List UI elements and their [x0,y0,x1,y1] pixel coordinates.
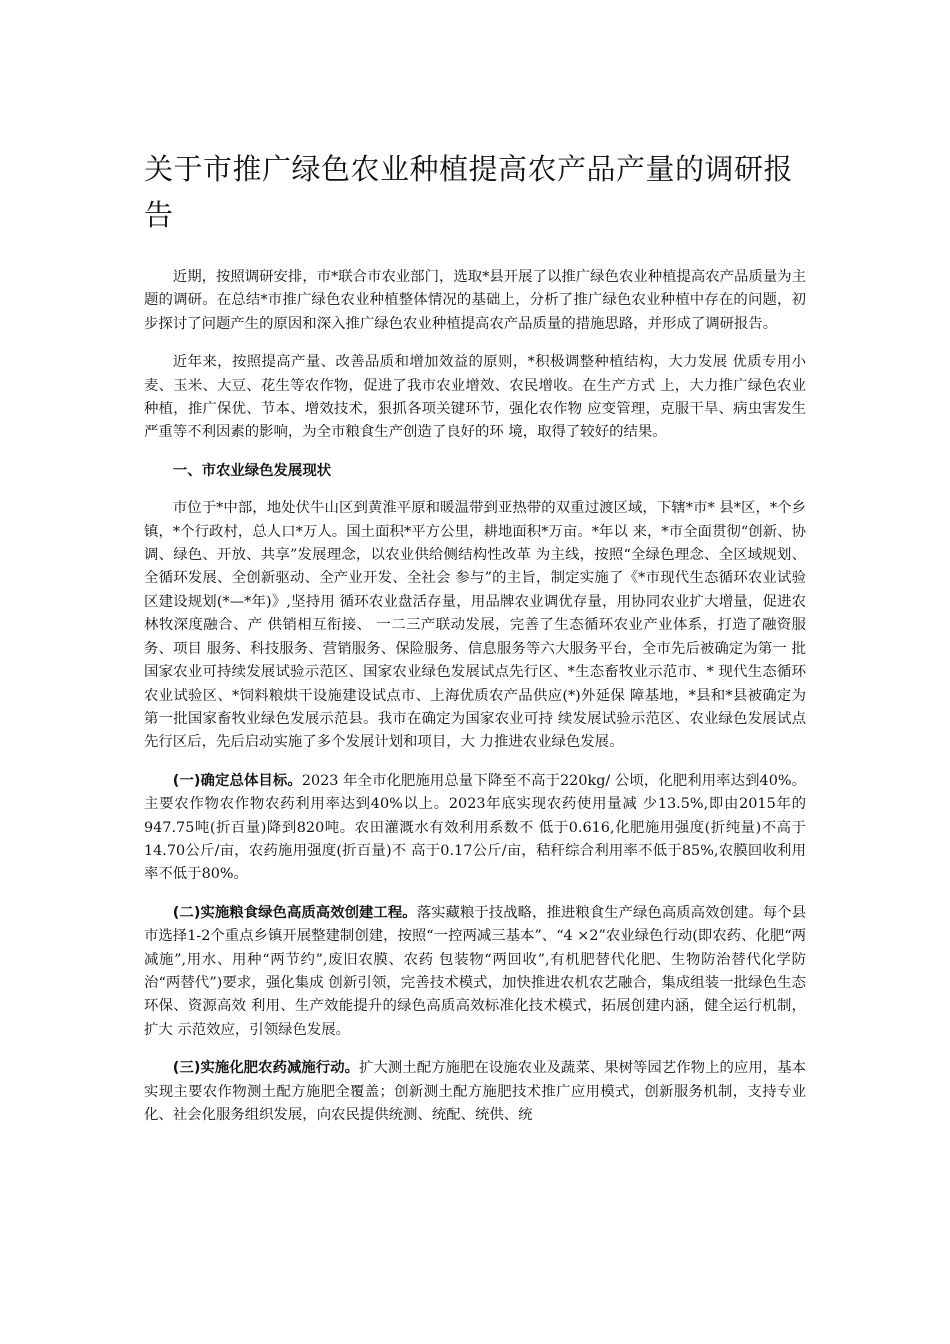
item-paragraph-fertilizer [144,1057,806,1127]
item-lead: (一)确定总体目标。 [172,772,302,789]
item-paragraph-goals [144,770,806,887]
section-heading: 一、市农业绿色发展现状 [172,462,332,479]
item-lead: (二)实施粮食绿色高质高效创建工程。 [172,904,417,921]
item-text: 落实藏粮于技战略，推进粮食生产绿色高质高效创建。每个县市选择1-2个重点乡镇开展整建制创建，按照“一控两减三基本”、“4 ×2”农业绿色行动(即农药、化肥“两减施”,用水、用种“两节约”,废旧农膜、农药 包装物“两回收”,有机肥替代化肥、生物防治替代化学防治“两替代”)要求，强化集成 创新引领，完善技术模式，加快推进农机农艺融合，集成组装一批绿色生态环保、资源高效 利用、生产效能提升的绿色高质高效标准化技术模式，拓展创建内涵，健全运行机制，扩大 示范效应，引领绿色发展。 [144,904,806,1038]
item-text: 2023 年全市化肥施用总量下降至不高于220kg/ 公顷，化肥利用率达到40%。主要农作物农作物农药利用率达到40%以上。2023年底实现农药使用量减 少13.5%,即由2015年的947.75吨(折百量)降到820吨。农田灌溉水有效利用系数不 低于0.616,化肥施用强度(折纯量)不高于14.70公斤/亩，农药施用强度(折百量)不 高于0.17公斤/亩，秸秆综合利用率不低于85%,农膜回收利用率不低于80%。 [144,772,807,883]
document-title: 关于市推广绿色农业种植提高农产品产量的调研报告 [144,152,794,232]
item-text: 扩大测土配方施肥在设施农业及蔬菜、果树等园艺作物上的应用，基本实现主要农作物测土配方施肥全覆盖；创新测土配方施肥技术推广应用模式，创新服务机制，支持专业化、社会化服务组织发展，向农民提供统测、统配、统供、统 [144,1060,807,1123]
item-paragraph-grain [144,902,806,1042]
intro-paragraph: 近期，按照调研安排，市*联合市农业部门，选取*县开展了以推广绿色农业种植提高农产品质量为主题的调研。在总结*市推广绿色农业种植整体情况的基础上，分析了推广绿色农业种植中存在的问题，初步探讨了问题产生的原因和深入推广绿色农业种植提高农产品质量的措施思路，并形成了调研报告。 [144,269,806,332]
item-lead: (三)实施化肥农药减施行动。 [172,1060,360,1077]
section-intro-paragraph: 市位于*中部，地处伏牛山区到黄淮平原和暖温带到亚热带的双重过渡区域，下辖*市* 县*区，*个乡镇，*个行政村，总人口*万人。国土面积*平方公里，耕地面积*万亩。*年以 来，*市全面贯彻“创新、协调、绿色、开放、共享”发展理念，以农业供给侧结构性改革 为主线，按照“全绿色理念、全区域规划、全循环发展、全创新驱动、全产业开发、全社会 参与”的主旨，制定实施了《*市现代生态循环农业试验区建设规划(*—*年)》,坚持用 循环农业盘活存量，用品牌农业调优存量，用协同农业扩大增量，促进农林牧深度融合、产 供销相互衔接、 一二三产联动发展，完善了生态循环农业产业体系，打造了融资服务、项目 服务、科技服务、营销服务、保险服务、信息服务等六大服务平台，全市先后被确定为第一 批国家农业可持续发展试验示范区、国家农业绿色发展试点先行区、*生态畜牧业示范市、* 现代生态循环农业试验区、*饲料粮烘干设施建设试点市、上海优质农产品供应(*)外延保 障基地，*县和*县被确定为第一批国家畜牧业绿色发展示范县。我市在确定为国家农业可持 续发展试验示范区、农业绿色发展试点先行区后，先后启动实施了多个发展计划和项目，大 力推进农业绿色发展。 [144,500,806,751]
background-paragraph: 近年来，按照提高产量、改善品质和增加效益的原则，*积极调整种植结构，大力发展 优质专用小麦、玉米、大豆、花生等农作物，促进了我市农业增效、农民增收。在生产方式 上，大力推广绿色农业种植，推广保优、节本、增效技术，狠抓各项关键环节，强化农作物 应变管理，克服干旱、病虫害发生严重等不利因素的影响，为全市粮食生产创造了良好的环 境，取得了较好的结果。 [144,354,806,441]
